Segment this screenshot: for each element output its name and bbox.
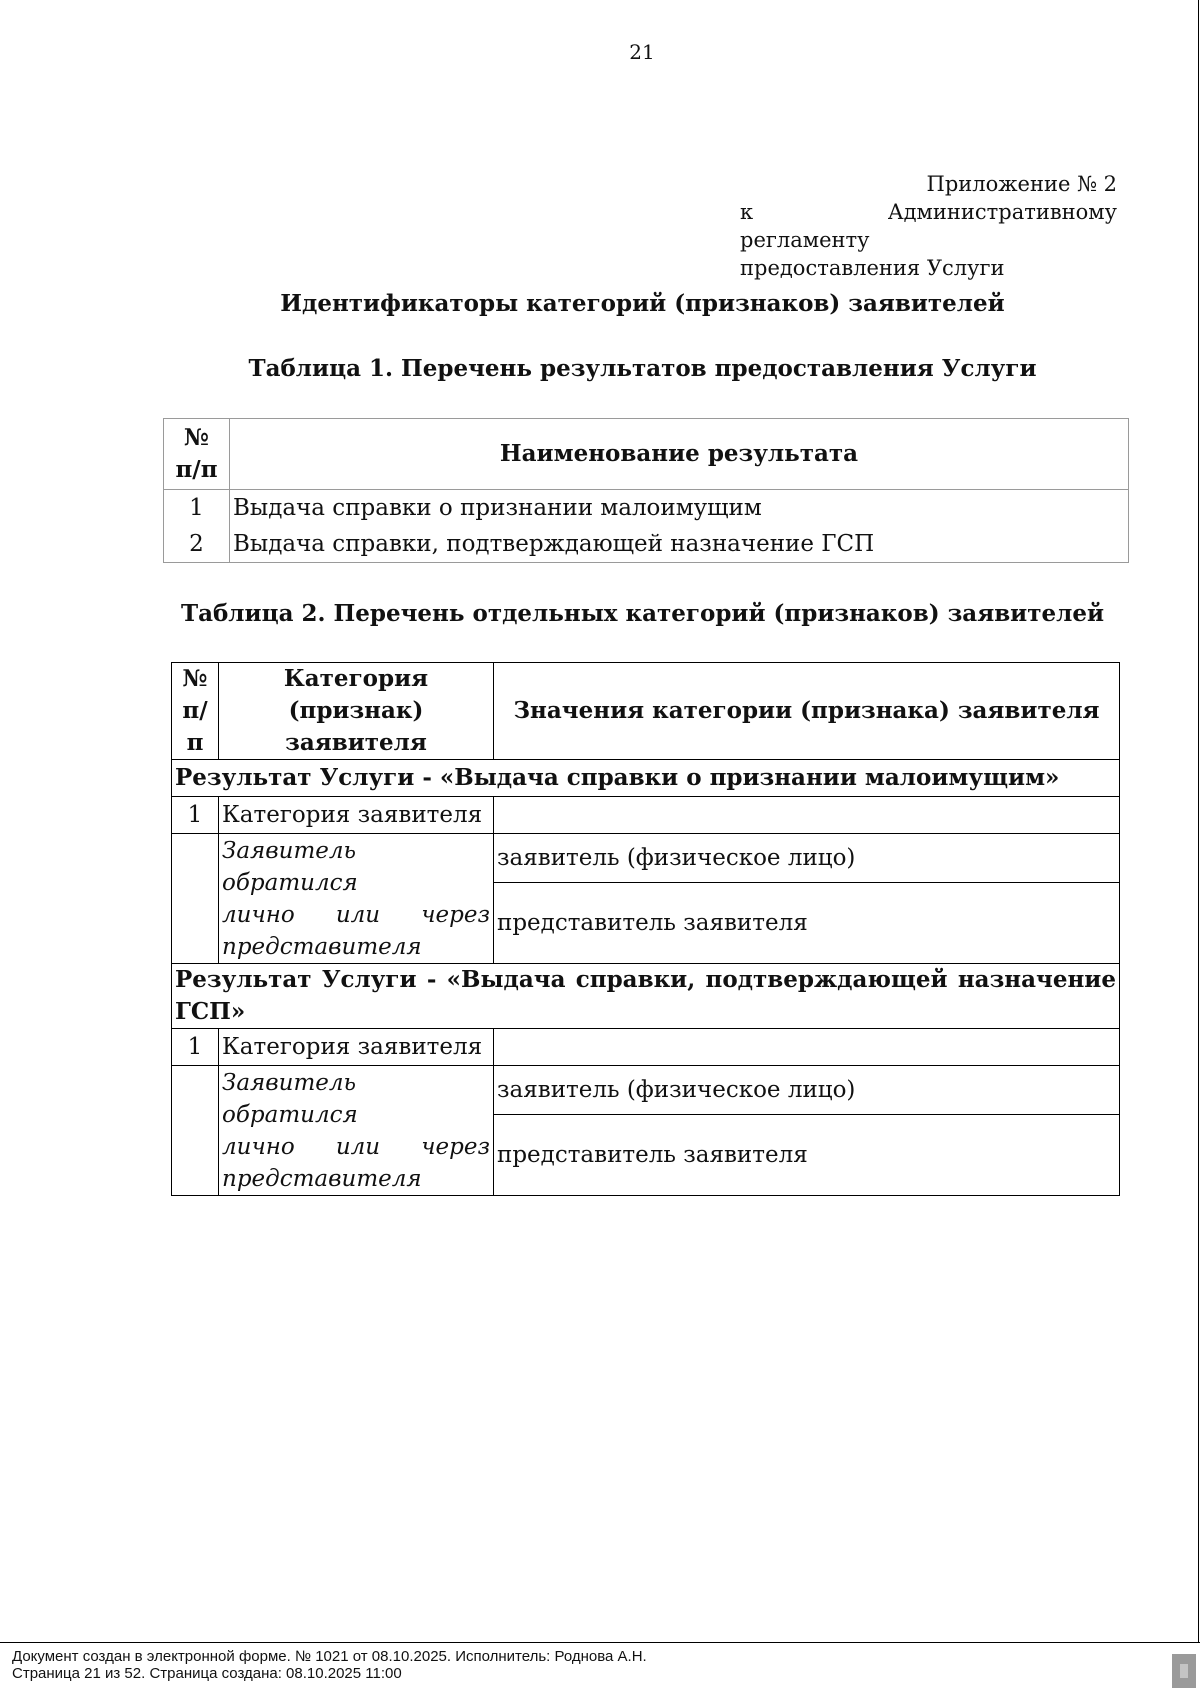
category-value: заявитель (физическое лицо) — [494, 834, 1120, 883]
sub-category: Заявитель обратился лично или через представителя — [219, 1066, 494, 1196]
footer — [12, 1648, 647, 1682]
category-value: заявитель (физическое лицо) — [494, 1066, 1120, 1115]
appendix-note — [740, 170, 1117, 282]
sub-category: Заявитель обратился лично или через представителя — [219, 834, 494, 964]
category-value-empty — [494, 1029, 1120, 1066]
results-table — [163, 418, 1129, 563]
table-row — [172, 797, 1120, 834]
category-value: представитель заявителя — [494, 883, 1120, 964]
row-number-empty — [172, 1066, 219, 1196]
table-row — [172, 834, 1120, 883]
category-value: представитель заявителя — [494, 1115, 1120, 1196]
page-number: 21 — [629, 40, 655, 64]
appendix-line-3: предоставления Услуги — [740, 256, 1005, 280]
table1-header-row — [164, 419, 1129, 490]
table-row — [164, 490, 1129, 527]
footer-line-2: Страница 21 из 52. Страница создана: 08.10.2025 11:00 — [12, 1665, 402, 1682]
row-number: 1 — [172, 797, 219, 834]
category-name: Категория заявителя — [219, 1029, 494, 1066]
table-row — [172, 1066, 1120, 1115]
result-name: Выдача справки, подтверждающей назначение ГСП — [230, 526, 1129, 563]
category-name: Категория заявителя — [219, 797, 494, 834]
row-number: 1 — [172, 1029, 219, 1066]
document-heading: Идентификаторы категорий (признаков) заявителей — [280, 290, 1005, 317]
table2-col-category: Категория (признак) заявителя — [219, 663, 494, 760]
table2-caption: Таблица 2. Перечень отдельных категорий (признаков) заявителей — [180, 600, 1105, 627]
table2-header-row — [172, 663, 1120, 760]
table-row — [164, 526, 1129, 563]
section-row — [172, 760, 1120, 797]
table1-caption: Таблица 1. Перечень результатов предоставления Услуги — [248, 355, 1037, 382]
table1-col-name: Наименование результата — [230, 419, 1129, 490]
table-row — [172, 1029, 1120, 1066]
result-name: Выдача справки о признании малоимущим — [230, 490, 1129, 527]
footer-divider — [0, 1642, 1200, 1643]
category-value-empty — [494, 797, 1120, 834]
appendix-line-2: к Административному регламенту — [740, 200, 1117, 252]
table2-col-num: № п/п — [172, 663, 219, 760]
table2-col-values: Значения категории (признака) заявителя — [494, 663, 1120, 760]
seal-icon — [1172, 1654, 1196, 1688]
row-number: 2 — [164, 526, 230, 563]
categories-table — [171, 662, 1120, 1196]
section-title: Результат Услуги - «Выдача справки, подтверждающей назначение ГСП» — [172, 964, 1120, 1029]
section-title: Результат Услуги - «Выдача справки о признании малоимущим» — [172, 760, 1120, 797]
row-number-empty — [172, 834, 219, 964]
table1-col-num: № п/п — [164, 419, 230, 490]
footer-line-1: Документ создан в электронной форме. № 1021 от 08.10.2025. Исполнитель: Роднова А.Н. — [12, 1648, 647, 1665]
row-number: 1 — [164, 490, 230, 527]
appendix-line-1: Приложение № 2 — [926, 172, 1117, 196]
section-row — [172, 964, 1120, 1029]
page-right-border — [1198, 0, 1199, 1642]
